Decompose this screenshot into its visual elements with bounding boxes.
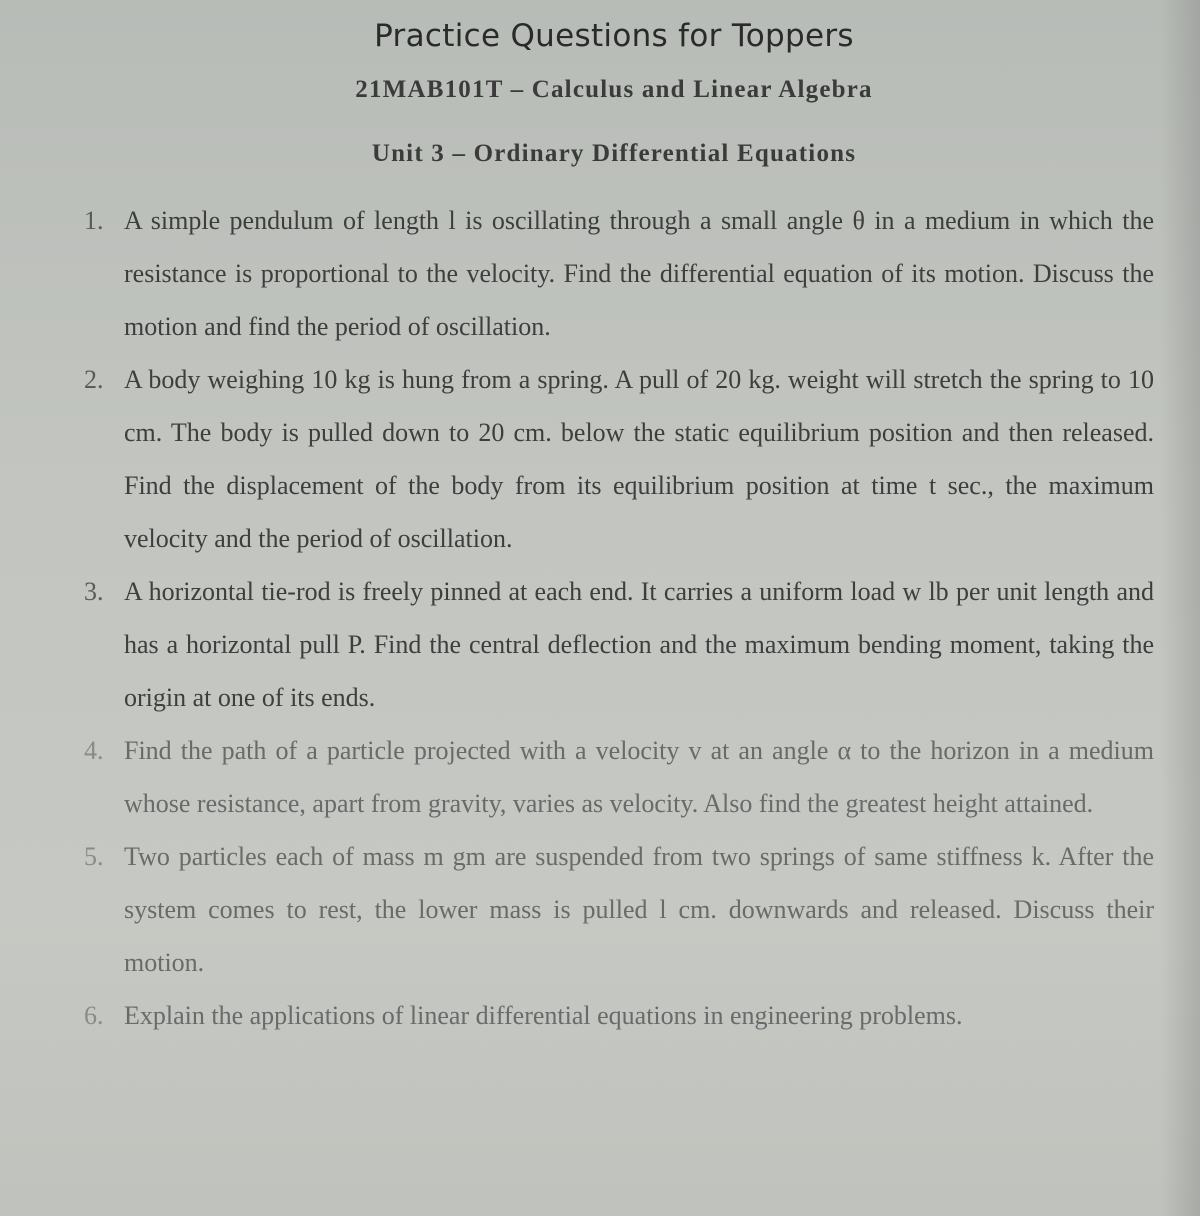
question-list: [84, 194, 1154, 1042]
course-title: 21MAB101T – Calculus and Linear Algebra: [355, 76, 873, 103]
page-edge-shadow: [1160, 0, 1200, 1216]
question-number: 6.: [84, 1001, 104, 1030]
question-number: 5.: [84, 842, 104, 871]
question-text: A simple pendulum of length l is oscillating through a small angle θ in a medium in which the resistance is proportional to the velocity. Find the differential equation of its motion. Discuss the motion and find the period of oscillation.: [124, 206, 1154, 341]
question-item-2: [84, 353, 1154, 565]
question-text: Find the path of a particle projected with a velocity v at an angle α to the horizon in a medium whose resistance, apart from gravity, varies as velocity. Also find the greatest height attained.: [124, 736, 1154, 818]
question-item-5: [84, 830, 1154, 989]
question-item-4: [84, 724, 1154, 830]
question-text: Two particles each of mass m gm are suspended from two springs of same stiffness k. After the system comes to rest, the lower mass is pulled l cm. downwards and released. Discuss their motion.: [124, 842, 1154, 977]
question-text: Explain the applications of linear differential equations in engineering problems.: [124, 1001, 963, 1030]
question-text: A body weighing 10 kg is hung from a spring. A pull of 20 kg. weight will stretch the spring to 10 cm. The body is pulled down to 20 cm. below the static equilibrium position and then released. Find the displacement of the body from its equilibrium position at time t sec., the maximum velocity and the period of oscillation.: [124, 365, 1154, 553]
question-item-3: [84, 565, 1154, 724]
unit-title: Unit 3 – Ordinary Differential Equations: [371, 140, 857, 167]
question-item-6: [84, 989, 1154, 1042]
document-title: Practice Questions for Toppers: [374, 18, 854, 54]
question-number: 3.: [84, 577, 104, 606]
question-text: A horizontal tie-rod is freely pinned at each end. It carries a uniform load w lb per unit length and has a horizontal pull P. Find the central deflection and the maximum bending moment, taking the origin at one of its ends.: [124, 577, 1154, 712]
question-number: 1.: [84, 206, 104, 235]
question-item-1: [84, 194, 1154, 353]
question-number: 2.: [84, 365, 104, 394]
question-number: 4.: [84, 736, 104, 765]
